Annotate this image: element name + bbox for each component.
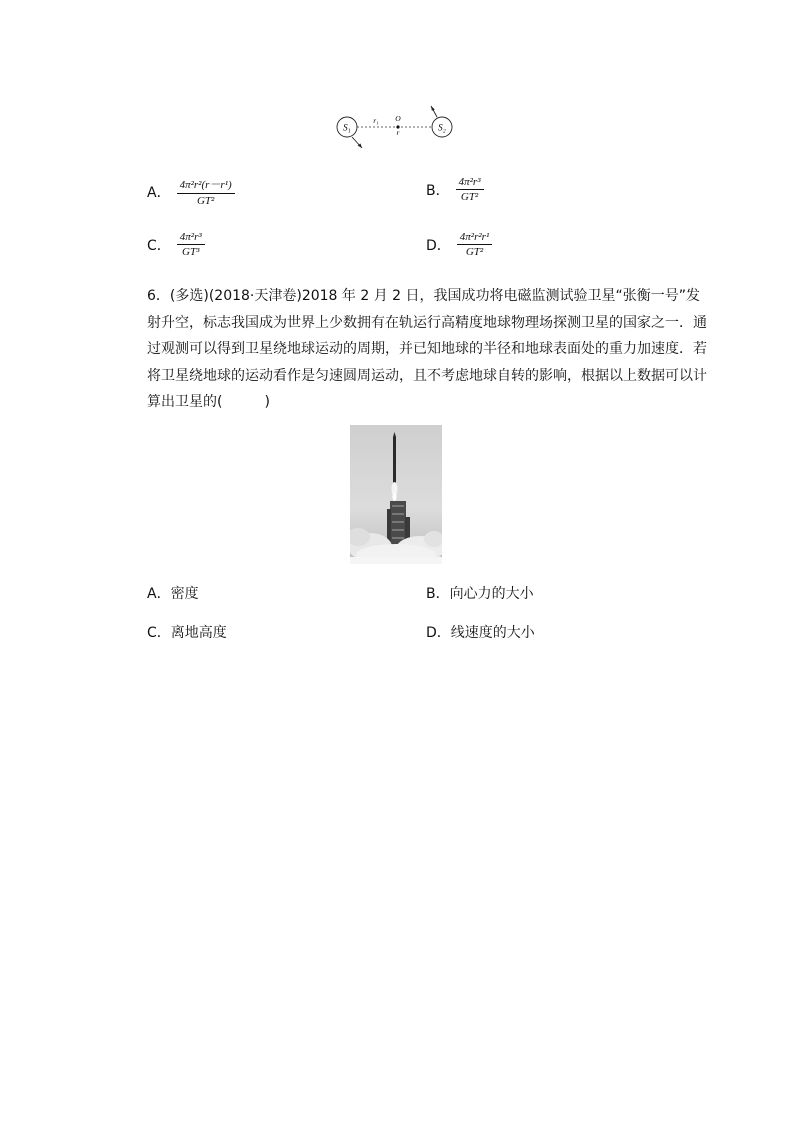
question-line: 算出卫星的( ) xyxy=(147,394,270,410)
option-c-numerator: 4π²r³ xyxy=(177,231,205,245)
question-line: 射升空，标志我国成为世界上少数拥有在轨运行高精度地球物理场探测卫星的国家之一．通 xyxy=(147,314,707,331)
option-letter: B． xyxy=(426,182,450,199)
s2-arrowhead xyxy=(431,106,435,111)
option-d-numerator: 4π²r²r¹ xyxy=(457,231,492,245)
option-d-fraction xyxy=(457,231,492,258)
option-b-denominator: GT² xyxy=(460,191,479,203)
question-6-text xyxy=(147,283,707,416)
q6-option-a[interactable]: A．密度 xyxy=(147,586,199,602)
rocket-body xyxy=(393,437,396,483)
s1-label: S₁ xyxy=(343,122,351,133)
option-letter: C． xyxy=(147,237,171,254)
r1-label: r₁ xyxy=(373,116,379,125)
option-a-denominator: GT² xyxy=(196,195,215,207)
question-line: 过观测可以得到卫星绕地球运动的周期，并已知地球的半径和地球表面处的重力加速度．若 xyxy=(147,341,707,357)
q6-option-d[interactable]: D．线速度的大小 xyxy=(426,625,535,641)
option-d-denominator: GT² xyxy=(465,246,484,258)
option-a-numerator: 4π²r²(r－r¹) xyxy=(177,176,235,194)
option-c-denominator: GT³ xyxy=(182,246,200,258)
q6-option-b[interactable]: B．向心力的大小 xyxy=(426,586,534,602)
option-a-fraction xyxy=(177,176,235,207)
r-label: r xyxy=(396,128,400,137)
question-line: 6．(多选)(2018·天津卷)2018 年 2 月 2 日，我国成功将电磁监测试验卫星“张衡一号”发 xyxy=(147,288,701,304)
rocket-launch-photo xyxy=(350,425,442,564)
option-letter: D． xyxy=(426,237,451,254)
option-b-numerator: 4π²r³ xyxy=(456,176,484,190)
option-letter: A． xyxy=(147,184,171,201)
q5-option-a[interactable] xyxy=(147,176,235,207)
s2-label: S₂ xyxy=(438,122,446,133)
q5-option-c[interactable] xyxy=(147,231,205,258)
q6-option-c[interactable]: C．离地高度 xyxy=(147,625,227,641)
binary-star-diagram xyxy=(336,103,460,151)
option-c-fraction xyxy=(177,231,205,258)
q5-option-d[interactable] xyxy=(426,231,492,258)
o-label: O xyxy=(395,114,401,123)
option-b-fraction xyxy=(456,176,484,203)
question-line: 将卫星绕地球的运动看作是匀速圆周运动，且不考虑地球自转的影响，根据以上数据可以计 xyxy=(147,367,707,384)
q5-option-b[interactable] xyxy=(426,176,484,203)
